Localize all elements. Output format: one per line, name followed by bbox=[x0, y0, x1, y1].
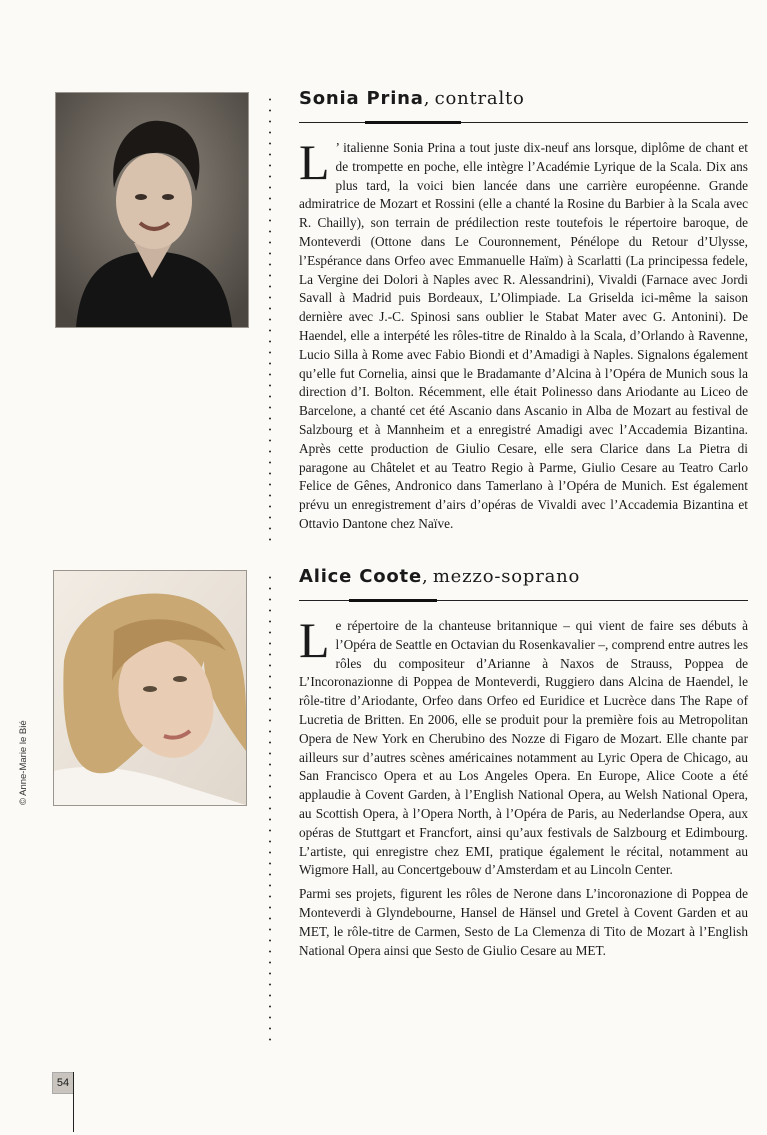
artist-heading: Alice Coote, mezzo-soprano bbox=[299, 566, 748, 601]
artist-name: Alice Coote bbox=[299, 566, 422, 587]
artist-heading: Sonia Prina, contralto bbox=[299, 88, 748, 123]
voice-type: mezzo-soprano bbox=[432, 566, 581, 587]
photo-credit: © Anne-Marie le Bié bbox=[18, 720, 29, 805]
biography-paragraph: Parmi ses projets, figurent les rôles de Nerone dans L’incoronazione di Poppea de Monteverdi à Glyndebourne, Hansel de Hänsel und Gretel à Covent Garden et au MET, le rôle-titre de Carmen, Sesto de La Clemenza di Tito de Mozart à l’English National Opera ainsi que Sesto de Giulio Cesare au MET. bbox=[299, 886, 748, 958]
biography-paragraph: L ’ italienne Sonia Prina a tout juste dix-neuf ans lorsque, diplôme de chant et de trompette en poche, elle intègre l’Académie Lyrique de la Scala. Dix ans plus tard, la voici bien lancée dans une carrière européenne. Grande admiratrice de Mozart et Rossini (elle a chanté la Rosine du Barbier à la Scala avec R. Chailly), son terrain de prédilection reste toutefois le répertoire baroque, de Monteverdi (Ottone dans Le Couronnement, Pénélope du Retour d’Ulysse, l’Espérance dans Orfeo avec Emmanuelle Haïm) à Scarlatti (La principessa fedele, La Vergine dei Dolori à Naples avec R. Alessandrini), Vivaldi (Farnace avec Jordi Savall à Madrid puis Bordeaux, L’Olimpiade. La Griselda ici-même la saison dernière avec J.-C. Spinosi sans oublier le Stabat Mater avec G. Antonini). De Haendel, elle a interpété les rôles-titre de Rinaldo à la Scala, d’Orlando à Ravenne, Lucio Silla à Rome avec Fabio Biondi et d’Amadigi à Naples. Signalons également qu’elle fut Cornelia, ainsi que le Bradamante d’Alcina à l’Opéra de Munich sous la direction d’I. Bolton. Récemment, elle était Polinesso dans Ariodante au Liceo de Barcelone, a chanté cet été Ascanio dans Ascanio in Alba de Mozart au festival de Salzbourg et à Mannheim et a enregistré Amadigi avec l’Accademia Bizantina. Après cette production de Giulio Cesare, elle sera Clarice dans La Pietra di paragone au Châtelet et au Teatro Regio à Parme, Giulio Cesare au Teatro Carlo Felice de Gênes, Andronico dans Tamerlano à l’Opéra de Munich. Est également prévu un enregistrement d’airs d’opéras de Vivaldi avec l’Accademia Bizantina et Ottavio Dantone chez Naïve. bbox=[299, 134, 748, 531]
name-underline bbox=[349, 599, 437, 602]
voice-type: contralto bbox=[434, 88, 525, 109]
portrait-alice-coote bbox=[53, 570, 247, 806]
page-number: 54 bbox=[52, 1072, 74, 1094]
biography-paragraph: Le répertoire de la chanteuse britannique – qui vient de faire ses débuts à l’Opéra de Seattle en Octavian du Rosenkavalier –, comprend entre autres les rôles du compositeur d’Arianne à Naxos de Strauss, Poppea de L’Incoronazionne di Poppea de Monteverdi, Ruggiero dans Alcina de Haendel, le rôle-titre d’Ariodante, Orfeo dans Orfeo ed Euridice et Lucrèce dans The Rape of Lucretia de Britten. En 2006, elle se produit pour la première fois au Metropolitan Opera de New York en Cherubino des Nozze di Figaro de Mozart. Elle chante par ailleurs sur d’autres scènes américaines notamment au Lyric Opera de Chicago, au San Francisco Opera et au Los Angeles Opera. En Europe, Alice Coote a été applaudie à Covent Garden, à l’English National Opera, au Welsh National Opera, au Scottish Opera, à l’Opera North, à l’Opéra de Paris, au Nederlandse Opera, aux opéras de Stuttgart et Francfort, ainsi qu’aux festivals de Salzbourg et Edimbourg. L’artiste, qui enregistre chez EMI, pratique également le récital, notamment au Wigmore Hall, au Concertgebouw d’Amsterdam et au Lincoln Center. bbox=[299, 612, 748, 878]
dotted-divider bbox=[269, 572, 271, 1042]
footer-rule bbox=[73, 1072, 74, 1132]
artist-section bbox=[299, 566, 748, 960]
artist-section bbox=[299, 88, 748, 534]
drop-cap: L bbox=[299, 134, 330, 190]
name-underline bbox=[365, 121, 461, 124]
dotted-divider bbox=[269, 94, 271, 544]
drop-cap: L bbox=[299, 612, 330, 668]
artist-name: Sonia Prina bbox=[299, 88, 424, 109]
portrait-sonia-prina bbox=[55, 92, 249, 328]
